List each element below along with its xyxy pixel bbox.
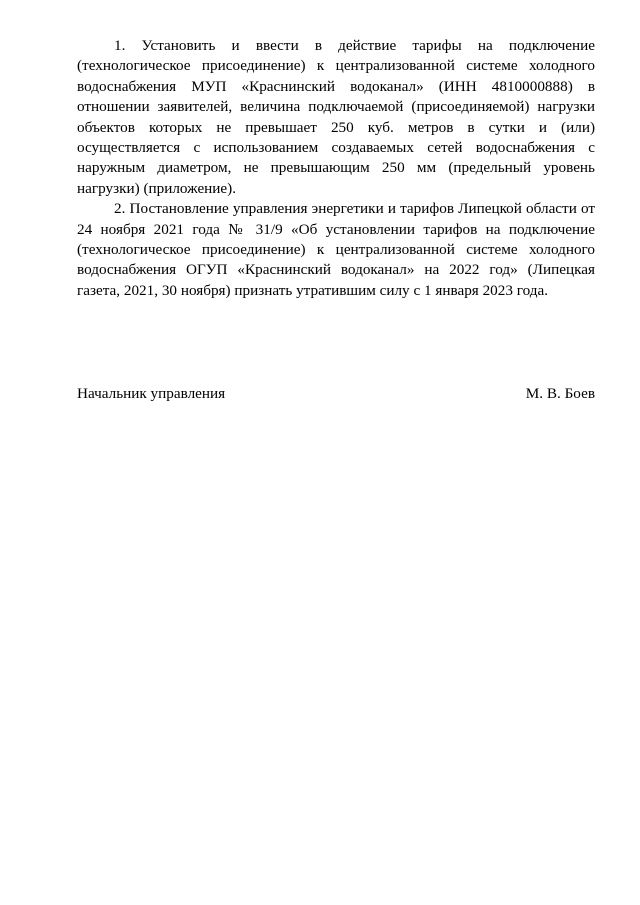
document-body <box>77 36 595 301</box>
signature-name: М. В. Боев <box>525 385 595 402</box>
paragraph-1: 1. Установить и ввести в действие тарифы на подключение (технологическое присоединение) к централизованной системе холодного водоснабжения МУП «Краснинский водоканал» (ИНН 4810000888) в отношении заявителей, величина подключаемой (присоединяемой) нагрузки объектов которых не превышает 250 куб. метров в сутки и (или) осуществляется с использованием создаваемых сетей водоснабжения с наружным диаметром, не превышающим 250 мм (предельный уровень нагрузки) (приложение). <box>77 37 595 197</box>
paragraph-2: 2. Постановление управления энергетики и тарифов Липецкой области от 24 ноября 2021 года № 31/9 «Об установлении тарифов на подключение (технологическое присоединение) к централизованной системе холодного водоснабжения ОГУП «Краснинский водоканал» на 2022 год» (Липецкая газета, 2021, 30 ноября) признать утратившим силу с 1 января 2023 года. <box>77 200 595 299</box>
signature-block <box>77 384 595 404</box>
signature-position: Начальник управления <box>77 385 226 402</box>
